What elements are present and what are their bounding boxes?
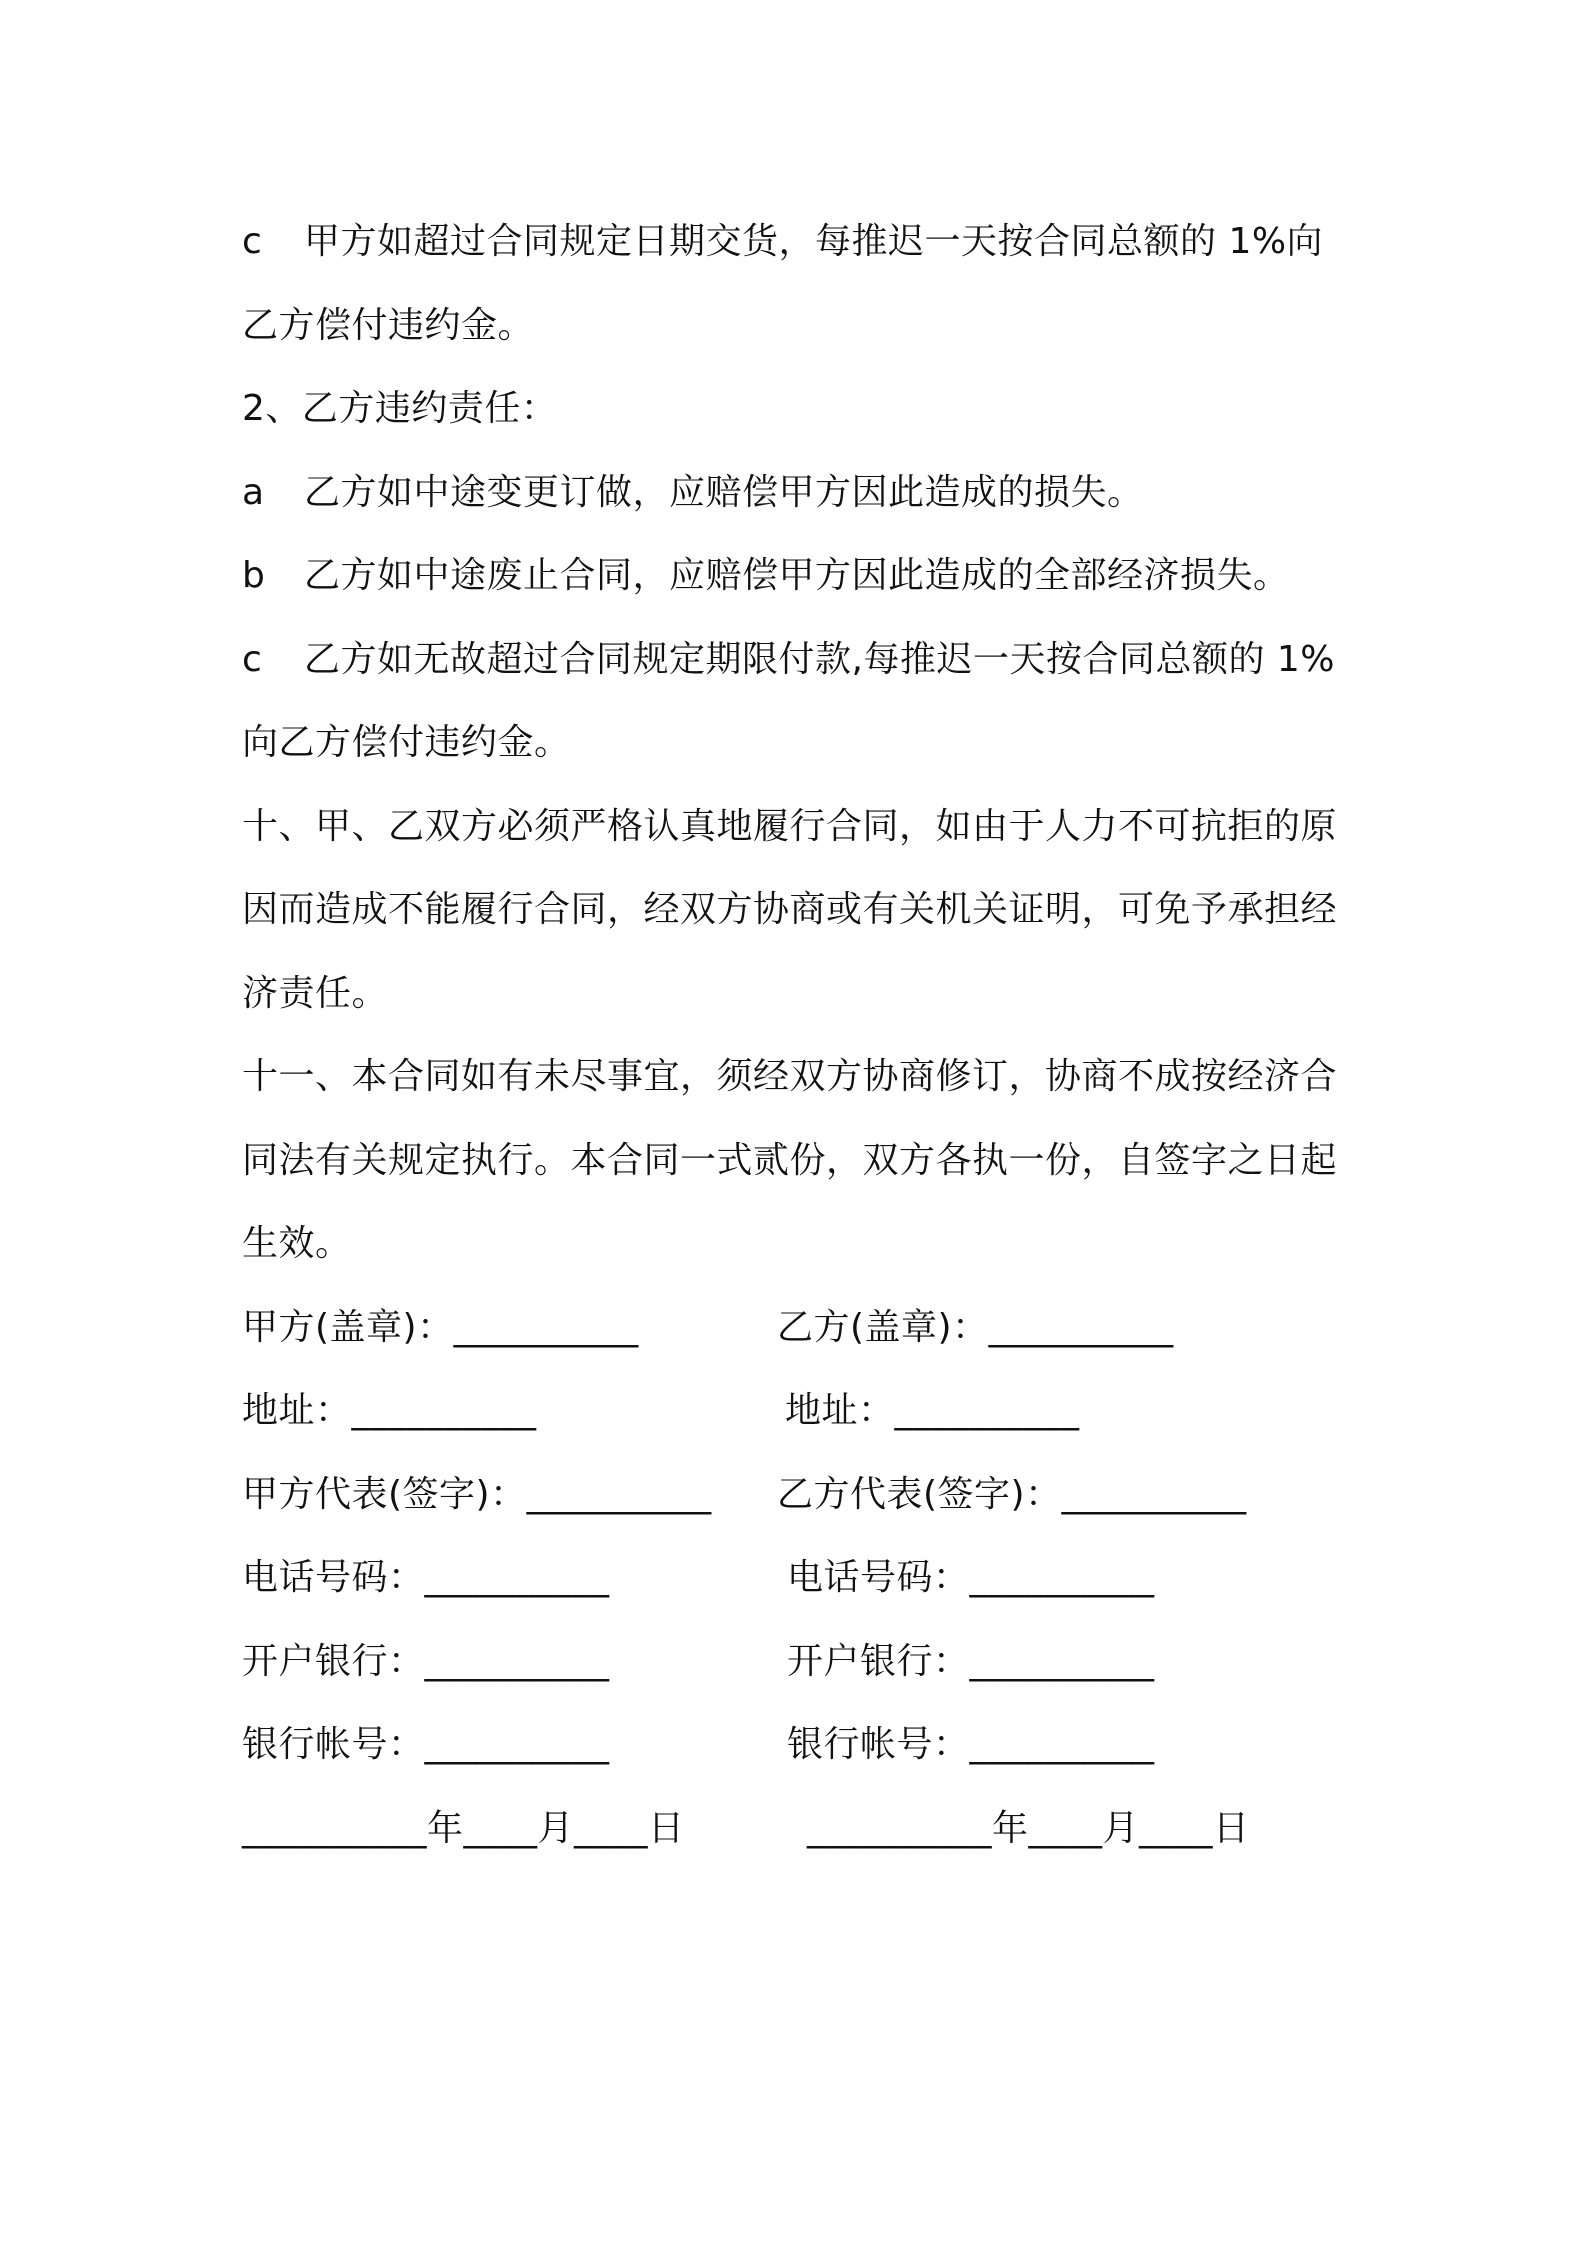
clause-a (242, 451, 1362, 535)
party-a-seal-field: 甲方(盖章)：__________ (242, 1306, 639, 1348)
article-11-line1: 十一、本合同如有未尽事宜，须经双方协商修订，协商不成按经济合 (242, 1056, 1338, 1097)
party-a-bank-field: 开户银行：__________ (242, 1640, 610, 1682)
signature-row-phone (242, 1536, 1362, 1620)
signature-row-account (242, 1703, 1362, 1787)
clause-c-party-a-line1 (242, 200, 1362, 284)
signature-row-bank (242, 1620, 1362, 1704)
clause-marker: c (242, 221, 263, 262)
section-2-heading: 2、乙方违约责任： (242, 388, 558, 429)
clause-text: 乙方如无故超过合同规定期限付款,每推迟一天按合同总额的 1% (304, 638, 1335, 680)
clause-marker: a (242, 471, 265, 513)
clause-marker: c (242, 638, 263, 680)
clause-text: 乙方如中途变更订做，应赔偿甲方因此造成的损失。 (304, 471, 1144, 513)
article-10-line3: 济责任。 (242, 972, 389, 1014)
party-a-address-field: 地址：__________ (242, 1390, 537, 1431)
party-b-bank-field: 开户银行：__________ (787, 1640, 1155, 1682)
party-b-phone-field: 电话号码：__________ (787, 1557, 1155, 1598)
signature-row-address (242, 1369, 1362, 1453)
document-body (242, 200, 1362, 1870)
signature-row-date (242, 1787, 1362, 1871)
clause-text: 乙方如中途废止合同，应赔偿甲方因此造成的全部经济损失。 (304, 555, 1290, 596)
party-b-seal-field: 乙方(盖章)：__________ (777, 1306, 1174, 1348)
article-11-line2: 同法有关规定执行。本合同一式贰份，双方各执一份，自签字之日起 (242, 1139, 1338, 1181)
party-a-date-field: __________年____月____日 (242, 1807, 685, 1849)
article-10-line2: 因而造成不能履行合同，经双方协商或有关机关证明，可免予承担经 (242, 889, 1338, 930)
clause-marker: b (242, 555, 266, 596)
article-11-line3: 生效。 (242, 1223, 352, 1264)
party-a-representative-field: 甲方代表(签字)：__________ (242, 1473, 712, 1515)
clause-text: 甲方如超过合同规定日期交货，每推迟一天按合同总额的 1%向 (304, 221, 1324, 262)
clause-b (242, 534, 1362, 618)
party-b-account-field: 银行帐号：__________ (787, 1724, 1155, 1765)
party-a-phone-field: 电话号码：__________ (242, 1557, 610, 1598)
article-10-line1: 十、甲、乙双方必须严格认真地履行合同，如由于人力不可抗拒的原 (242, 805, 1338, 847)
signature-row-seal (242, 1286, 1362, 1370)
party-b-representative-field: 乙方代表(签字)：__________ (777, 1473, 1247, 1515)
signature-row-representative (242, 1453, 1362, 1537)
clause-c-party-a-line2: 乙方偿付违约金。 (242, 304, 535, 346)
party-b-address-field: 地址：__________ (785, 1390, 1080, 1431)
clause-c-party-b-line2: 向乙方偿付违约金。 (242, 722, 571, 763)
party-b-date-field: __________年____月____日 (807, 1807, 1250, 1849)
party-a-account-field: 银行帐号：__________ (242, 1724, 610, 1765)
clause-c-party-b-line1 (242, 618, 1362, 702)
